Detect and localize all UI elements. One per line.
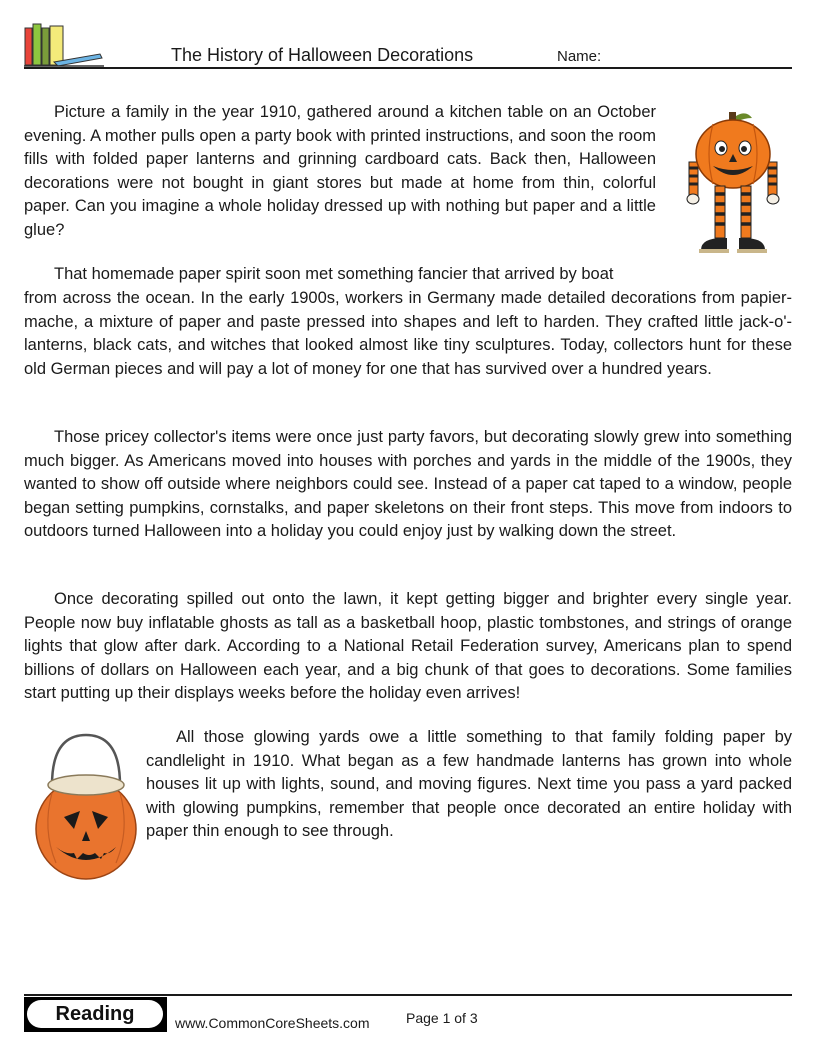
page-title: The History of Halloween Decorations (171, 45, 474, 65)
subject-badge-label: Reading (27, 1000, 163, 1028)
paragraph-1: Picture a family in the year 1910, gathered around a kitchen table on an October evening. A mother pulls open a party book with printed instructions, and soon the room fills with folded paper lanterns and grinning cardboard cats. Back then, Halloween decorations were not bought in giant stores but made at home from thin, colorful paper. Can you imagine a whole holiday dressed up with nothing but paper and a little glue? (24, 103, 656, 239)
arm-right (767, 162, 779, 204)
paragraph-5: All those glowing yards owe a little something to that family folding paper by candlelight in 1910. What began as a few handmade lanterns has grown into whole houses lit up with lights, sound, and moving figures. Next time you pass a yard packed with glowing pumpkins, remember that people once decorated an entire holiday with paper thin enough to see through. (146, 728, 792, 841)
footer-divider (24, 994, 792, 996)
name-label: Name: (557, 48, 602, 65)
paragraph-2-body: from across the ocean. In the early 1900s, workers in Germany made detailed decorations from papier-mache, a mixture of paper and paste pressed into shapes and left to harden. They crafted little jack-o'-lanterns, black cats, and witches that looked almost like tiny sculptures. Today, collectors hunt for these old German pieces and will pay a lot of money for one that has survived over a hundred years. (24, 289, 792, 378)
pumpkin-figure-illustration (683, 110, 783, 260)
paragraph-2-first-line: That homemade paper spirit soon met something fancier that arrived by boat (54, 265, 614, 283)
paragraph-3: Those pricey collector's items were once just party favors, but decorating slowly grew into something much bigger. As Americans moved into houses with porches and yards in the middle of the 1900s, they wanted to show off outside where neighbors could see. Instead of a paper cat taped to a window, people began setting pumpkins, cornstalks, and paper skeletons on their front steps. This move from indoors to outdoors turned Halloween into a holiday you could enjoy just by walking down the street. (24, 428, 792, 541)
worksheet-header (24, 22, 792, 70)
subject-badge (24, 997, 167, 1032)
books-icon (24, 22, 104, 68)
page-number: Page 1 of 3 (406, 1010, 478, 1026)
footer-site: www.CommonCoreSheets.com (175, 1015, 370, 1031)
paragraph-4: Once decorating spilled out onto the lawn, it kept getting bigger and brighter every single year. People now buy inflatable ghosts as tall as a basketball hoop, plastic tombstones, and strings of orange lights that glow after dark. According to a National Retail Federation survey, Americans plan to spend billions of dollars on Halloween each year, and a big chunk of that goes to decorations. Some families start putting up their displays weeks before the holiday even arrives! (24, 590, 792, 703)
arm-left (687, 162, 699, 204)
jack-o-lantern-pail-illustration (30, 733, 140, 881)
legs (699, 186, 767, 253)
header-divider (24, 67, 792, 69)
